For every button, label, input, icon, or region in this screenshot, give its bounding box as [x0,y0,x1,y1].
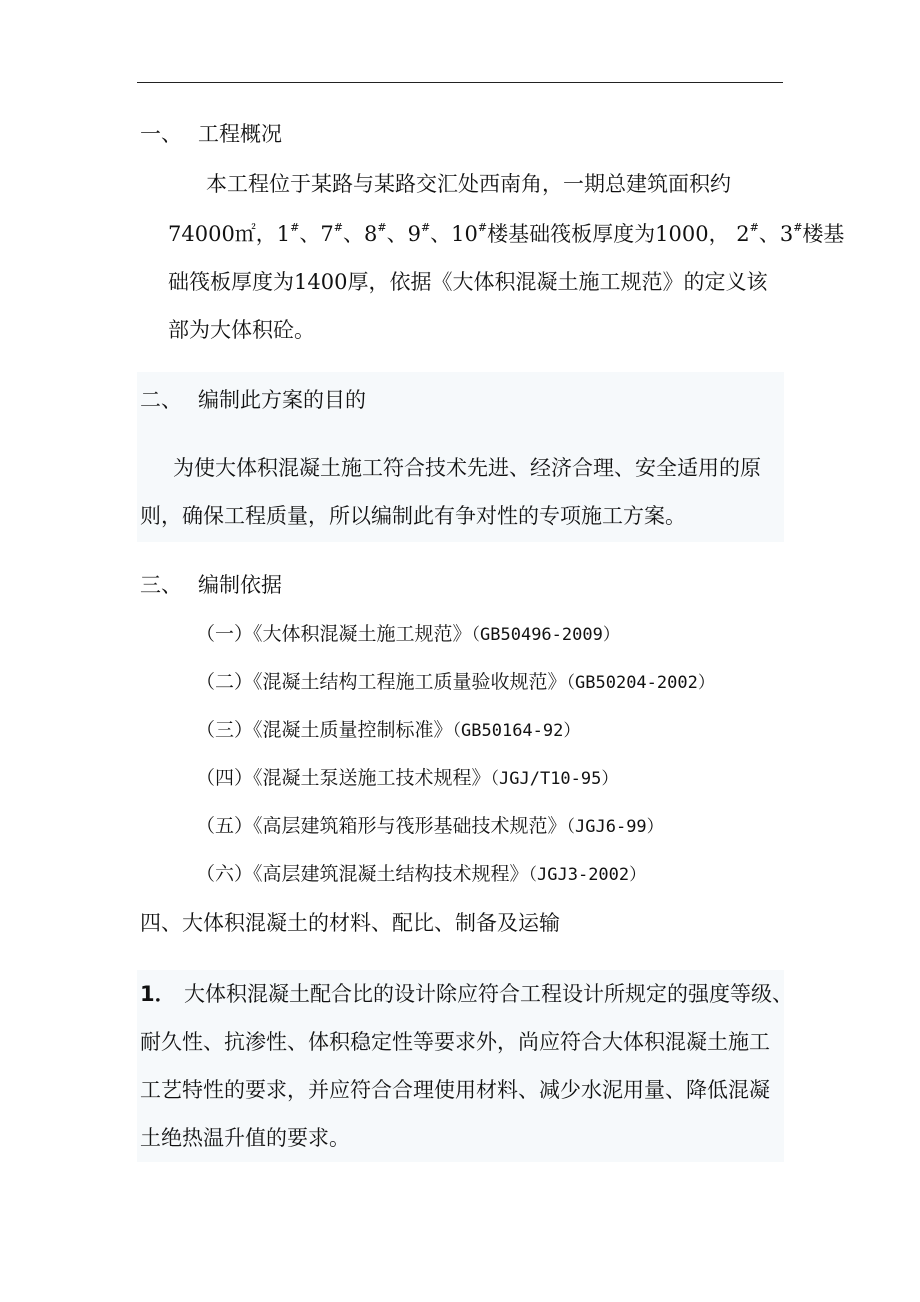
reference-item: （三）《混凝土质量控制标准》（GB50164-92） [196,719,581,741]
section2-heading [140,390,366,411]
section4-heading: 四、大体积混凝土的材料、配比、制备及运输 [140,911,560,935]
item1-line3: 工艺特性的要求，并应符合合理使用材料、减少水泥用量、降低混凝 [140,1078,770,1102]
item1-number: 1． [140,982,176,1006]
reference-item: （六）《高层建筑混凝土结构技术规程》（JGJ3-2002） [196,863,647,885]
header-rule [137,82,783,83]
reference-item: （五）《高层建筑箱形与筏形基础技术规范》（JGJ6-99） [196,815,664,837]
item1-line2: 耐久性、抗渗性、体积稳定性等要求外，尚应符合大体积混凝土施工 [140,1030,770,1054]
section1-paragraph-line4: 部为大体积砼。 [168,318,315,342]
section1-title: 工程概况 [198,122,282,146]
section1-number: 一、 [140,122,182,146]
section3-title: 编制依据 [198,573,282,597]
item1-line4: 土绝热温升值的要求。 [140,1126,350,1150]
reference-item: （一）《大体积混凝土施工规范》（GB50496-2009） [196,623,620,645]
reference-item: （二）《混凝土结构工程施工质量验收规范》（GB50204-2002） [196,671,715,693]
section3-heading [140,575,282,596]
section1-paragraph-line2: 74000㎡，1#、7#、8#、9#、10#楼基础筏板厚度为1000， 2#、3#楼基 [168,221,845,246]
section2-title: 编制此方案的目的 [198,388,366,412]
section1-paragraph-line1: 本工程位于某路与某路交汇处西南角，一期总建筑面积约 [206,172,731,196]
section1-paragraph-line3: 础筏板厚度为1400厚，依据《大体积混凝土施工规范》的定义该 [168,270,768,294]
section3-number: 三、 [140,573,182,597]
section2-paragraph-line2: 则，确保工程质量，所以编制此有争对性的专项施工方案。 [140,504,686,528]
section2-paragraph-line1: 为使大体积混凝土施工符合技术先进、经济合理、安全适用的原 [173,456,761,480]
section1-heading [140,124,282,145]
item1-line1: 1． 大体积混凝土配合比的设计除应符合工程设计所规定的强度等级、 [140,982,793,1006]
reference-item: （四）《混凝土泵送施工技术规程》（JGJ/T10-95） [196,767,619,789]
section2-number: 二、 [140,388,182,412]
